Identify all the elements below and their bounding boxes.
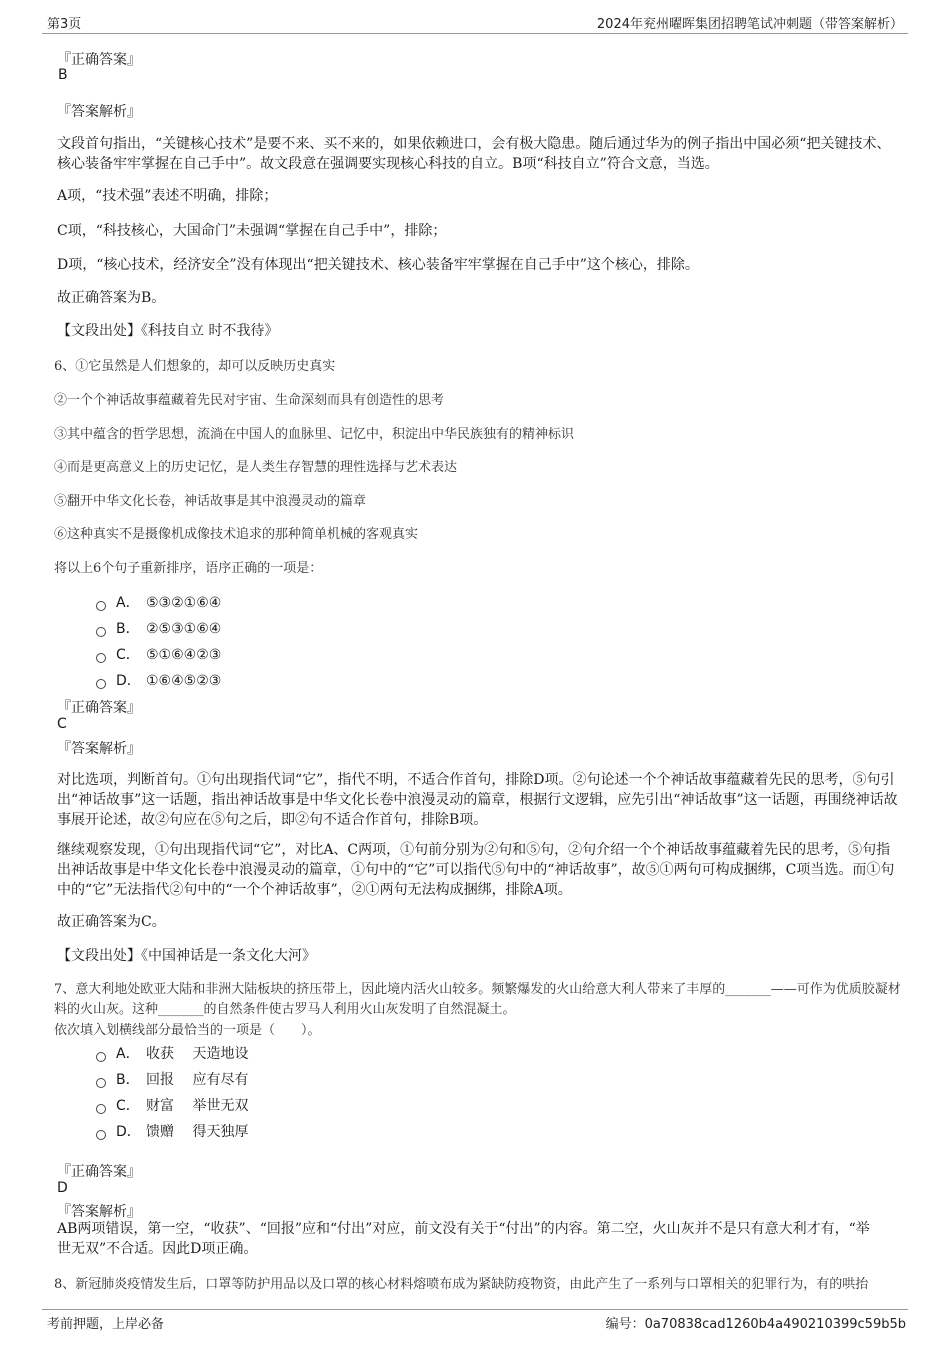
option-text: ⑤①⑥④②③ [146,647,222,663]
source-citation: 【文段出处】《中国神话是一条文化大河》 [57,948,316,964]
answer-heading: 『正确答案』 [57,700,141,716]
option-a[interactable] [116,592,221,612]
footer-divider [42,1309,908,1310]
option-radio[interactable] [96,679,106,689]
question-sentence: ⑥这种真实不是摄像机成像技术追求的那种简单机械的客观真实 [54,527,419,542]
question-sentence: ②一个个神话故事蕴藏着先民对宇宙、生命深刻而具有创造性的思考 [54,393,445,408]
analysis-paragraph: 继续观察发现，①句出现指代词“它”，对比A、C两项，①句前分别为②句和⑤句，②句介绍一个个神话故事蕴藏着先民的思考，⑤句指出神话故事是中华文化长卷中浪漫灵动的篇章，①句中的“它”可以指代⑤句中的“神话故事”，故⑤①两句可构成捆绑，C项当选。而①句中的“它”无法指代②句中的“一个个神话故事”，②①两句无法构成捆绑，排除A项。 [57,842,895,898]
option-d[interactable] [116,670,221,690]
question-prompt: 将以上6个句子重新排序，语序正确的一项是： [54,561,323,576]
option-label: D． [116,1124,141,1140]
question-stem: 8、新冠肺炎疫情发生后，口罩等防护用品以及口罩的核心材料熔喷布成为紧缺防疫物资，由此产生了一系列与口罩相关的犯罪行为，有的哄抬 [54,1277,869,1292]
option-label: D． [116,673,141,689]
option-a[interactable] [116,1043,248,1063]
option-d[interactable] [116,1121,248,1141]
analysis-paragraph: AB两项错误，第一空，“收获”、“回报”应和“付出”对应，前文没有关于“付出”的内容。第二空，火山灰并不是只有意大利才有，“举世无双”不合适。因此D项正确。 [57,1221,870,1257]
option-label: C． [116,647,140,663]
option-label: B． [116,1072,140,1088]
option-text: 馈赠 得天独厚 [146,1124,249,1140]
page-number: 第3页 [47,17,82,32]
analysis-paragraph: A项，“技术强”表述不明确，排除； [57,188,278,204]
question-prompt: 依次填入划横线部分最恰当的一项是（ ）。 [54,1023,321,1038]
source-citation: 【文段出处】《科技自立 时不我待》 [57,323,279,339]
option-text: ⑤③②①⑥④ [146,595,222,611]
option-label: B． [116,621,140,637]
answer-heading: 『正确答案』 [57,52,141,68]
document-title: 2024年兖州曜晖集团招聘笔试冲刺题（带答案解析） [596,17,903,32]
question-sentence: ③其中蕴含的哲学思想，流淌在中国人的血脉里、记忆中，积淀出中华民族独有的精神标识 [54,427,575,442]
answer-heading: 『正确答案』 [57,1164,141,1180]
option-c[interactable] [116,644,221,664]
analysis-heading: 『答案解析』 [57,104,141,120]
answer-value: C [57,716,67,732]
analysis-paragraph: D项，“核心技术，经济安全”没有体现出“把关键技术、核心装备牢牢掌握在自己手中”这个核心，排除。 [57,257,699,273]
question-sentence: ⑤翻开中华文化长卷，神话故事是其中浪漫灵动的篇章 [54,494,367,509]
option-label: A． [116,1046,140,1062]
option-text: 财富 举世无双 [146,1098,249,1114]
question-sentence: 6、①它虽然是人们想象的，却可以反映历史真实 [54,359,336,374]
option-text: ②⑤③①⑥④ [146,621,222,637]
option-radio[interactable] [96,1052,106,1062]
option-radio[interactable] [96,653,106,663]
option-text: ①⑥④⑤②③ [146,673,222,689]
option-label: A． [116,595,140,611]
option-radio[interactable] [96,1078,106,1088]
option-radio[interactable] [96,601,106,611]
analysis-paragraph: 文段首句指出，“关键核心技术”是要不来、买不来的，如果依赖进口，会有极大隐患。随后通过华为的例子指出中国必须“把关键技术、核心装备牢牢掌握在自己手中”。故文段意在强调要实现核心科技的自立。B项“科技自立”符合文意，当选。 [57,136,891,172]
option-c[interactable] [116,1095,248,1115]
footer-slogan: 考前押题，上岸必备 [47,1317,165,1332]
analysis-conclusion: 故正确答案为C。 [57,914,166,930]
question-stem: 7、意大利地处欧亚大陆和非洲大陆板块的挤压带上，因此境内活火山较多。频繁爆发的火山给意大利人带来了丰厚的_______——可作为优质胶凝材料的火山灰。这种_______的自然条件使古罗马人利用火山灰发明了自然混凝土。 [54,982,901,1017]
analysis-heading: 『答案解析』 [57,741,141,757]
header-divider [42,33,908,34]
option-text: 收获 天造地设 [146,1046,249,1062]
analysis-heading: 『答案解析』 [57,1204,141,1220]
analysis-paragraph: C项，“科技核心，大国命门”未强调“掌握在自己手中”，排除； [57,223,447,239]
question-sentence: ④而是更高意义上的历史记忆，是人类生存智慧的理性选择与艺术表达 [54,460,458,475]
answer-value: B [58,67,68,83]
analysis-paragraph: 对比选项，判断首句。①句出现指代词“它”，指代不明，不适合作首句，排除D项。②句论述一个个神话故事蕴藏着先民的思考，⑤句引出“神话故事”这一话题，指出神话故事是中华文化长卷中浪漫灵动的篇章，根据行文逻辑，应先引出“神话故事”这一话题，再围绕神话故事展开论述，故②句应在⑤句之后，即②句不适合作首句，排除B项。 [57,772,898,828]
option-text: 回报 应有尽有 [146,1072,249,1088]
option-b[interactable] [116,618,221,638]
option-radio[interactable] [96,1104,106,1114]
option-b[interactable] [116,1069,248,1089]
answer-value: D [57,1180,68,1196]
option-radio[interactable] [96,627,106,637]
option-radio[interactable] [96,1130,106,1140]
analysis-conclusion: 故正确答案为B。 [57,290,166,306]
option-label: C． [116,1098,140,1114]
document-id: 编号：0a70838cad1260b4a490210399c59b5b [605,1317,906,1332]
